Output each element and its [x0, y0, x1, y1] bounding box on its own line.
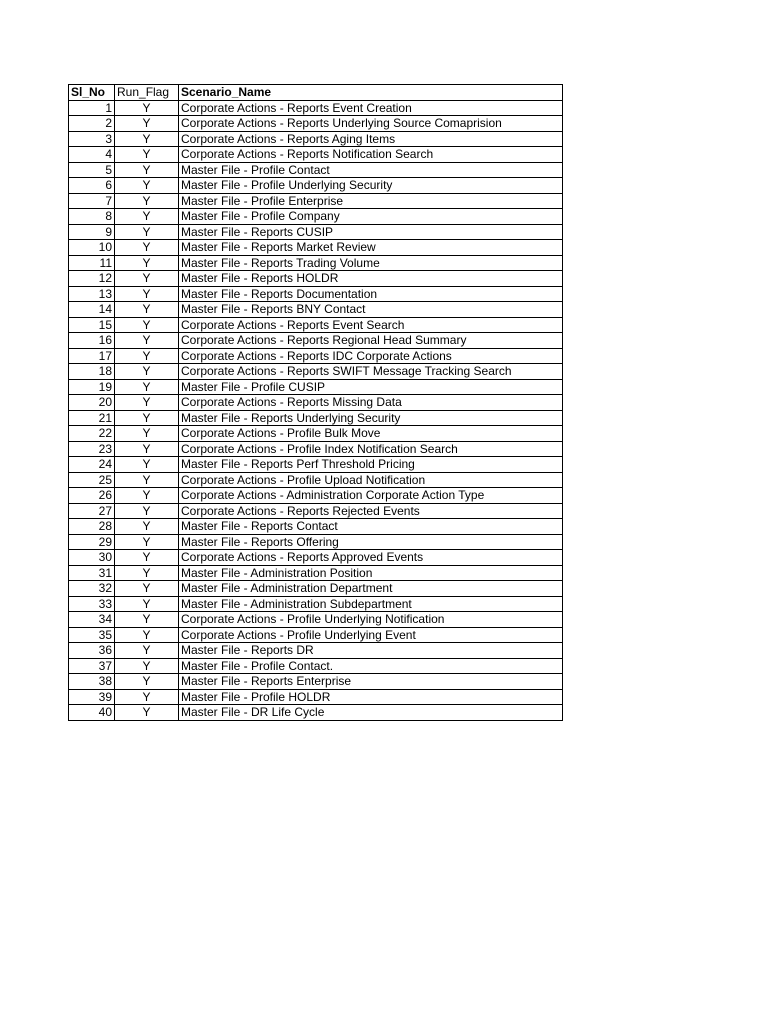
sl-no-cell: 38 — [69, 674, 115, 690]
run-flag-cell: Y — [115, 162, 179, 178]
sl-no-cell: 15 — [69, 317, 115, 333]
sl-no-cell: 8 — [69, 209, 115, 225]
scenario-name-cell: Master File - Reports Market Review — [179, 240, 563, 256]
table-row — [69, 317, 563, 333]
table-row — [69, 286, 563, 302]
sl-no-cell: 35 — [69, 627, 115, 643]
sl-no-cell: 37 — [69, 658, 115, 674]
scenario-name-cell: Master File - Reports HOLDR — [179, 271, 563, 287]
sl-no-cell: 4 — [69, 147, 115, 163]
scenario-name-cell: Master File - Reports Perf Threshold Pricing — [179, 457, 563, 473]
scenario-name-cell: Master File - Reports Underlying Security — [179, 410, 563, 426]
scenario-name-cell: Master File - Profile Underlying Security — [179, 178, 563, 194]
table-row — [69, 674, 563, 690]
column-header-run-flag: Run_Flag — [115, 85, 179, 101]
sl-no-cell: 13 — [69, 286, 115, 302]
scenario-name-cell: Master File - Profile Contact — [179, 162, 563, 178]
sl-no-cell: 7 — [69, 193, 115, 209]
scenario-name-cell: Master File - Reports DR — [179, 643, 563, 659]
scenario-name-cell: Corporate Actions - Profile Underlying Event — [179, 627, 563, 643]
table-row — [69, 550, 563, 566]
run-flag-cell: Y — [115, 271, 179, 287]
scenario-name-cell: Corporate Actions - Reports Missing Data — [179, 395, 563, 411]
column-header-sl-no: Sl_No — [69, 85, 115, 101]
run-flag-cell: Y — [115, 224, 179, 240]
sl-no-cell: 10 — [69, 240, 115, 256]
sl-no-cell: 9 — [69, 224, 115, 240]
table-row — [69, 457, 563, 473]
run-flag-cell: Y — [115, 178, 179, 194]
scenario-name-cell: Master File - Administration Position — [179, 565, 563, 581]
sl-no-cell: 3 — [69, 131, 115, 147]
run-flag-cell: Y — [115, 209, 179, 225]
run-flag-cell: Y — [115, 131, 179, 147]
sl-no-cell: 18 — [69, 364, 115, 380]
scenario-name-cell: Master File - Reports CUSIP — [179, 224, 563, 240]
run-flag-cell: Y — [115, 472, 179, 488]
table-row — [69, 348, 563, 364]
run-flag-cell: Y — [115, 550, 179, 566]
run-flag-cell: Y — [115, 116, 179, 132]
scenario-name-cell: Corporate Actions - Reports Rejected Events — [179, 503, 563, 519]
scenario-name-cell: Master File - Reports Contact — [179, 519, 563, 535]
table-row — [69, 472, 563, 488]
run-flag-cell: Y — [115, 457, 179, 473]
sl-no-cell: 11 — [69, 255, 115, 271]
table-row — [69, 193, 563, 209]
run-flag-cell: Y — [115, 410, 179, 426]
scenario-name-cell: Corporate Actions - Reports IDC Corporate Actions — [179, 348, 563, 364]
table-row — [69, 488, 563, 504]
table-row — [69, 240, 563, 256]
sl-no-cell: 31 — [69, 565, 115, 581]
run-flag-cell: Y — [115, 441, 179, 457]
run-flag-cell: Y — [115, 348, 179, 364]
table-row — [69, 581, 563, 597]
table-row — [69, 255, 563, 271]
scenario-name-cell: Corporate Actions - Profile Index Notification Search — [179, 441, 563, 457]
run-flag-cell: Y — [115, 581, 179, 597]
table-row — [69, 519, 563, 535]
table-row — [69, 209, 563, 225]
run-flag-cell: Y — [115, 534, 179, 550]
scenario-name-cell: Master File - Profile Enterprise — [179, 193, 563, 209]
table-row — [69, 116, 563, 132]
run-flag-cell: Y — [115, 643, 179, 659]
run-flag-cell: Y — [115, 689, 179, 705]
run-flag-cell: Y — [115, 519, 179, 535]
scenario-name-cell: Master File - Reports Documentation — [179, 286, 563, 302]
table-row — [69, 364, 563, 380]
run-flag-cell: Y — [115, 488, 179, 504]
run-flag-cell: Y — [115, 317, 179, 333]
run-flag-cell: Y — [115, 503, 179, 519]
run-flag-cell: Y — [115, 426, 179, 442]
table-row — [69, 410, 563, 426]
table-row — [69, 395, 563, 411]
table-row — [69, 503, 563, 519]
scenario-name-cell: Master File - Profile Contact. — [179, 658, 563, 674]
scenario-name-cell: Master File - Administration Department — [179, 581, 563, 597]
scenario-name-cell: Corporate Actions - Reports Aging Items — [179, 131, 563, 147]
sl-no-cell: 27 — [69, 503, 115, 519]
scenario-name-cell: Master File - Reports Trading Volume — [179, 255, 563, 271]
table-row — [69, 705, 563, 721]
sl-no-cell: 34 — [69, 612, 115, 628]
table-row — [69, 333, 563, 349]
table-row — [69, 131, 563, 147]
scenario-name-cell: Corporate Actions - Profile Bulk Move — [179, 426, 563, 442]
table-row — [69, 178, 563, 194]
sl-no-cell: 17 — [69, 348, 115, 364]
run-flag-cell: Y — [115, 565, 179, 581]
header-row — [69, 85, 563, 101]
scenario-name-cell: Corporate Actions - Reports Event Search — [179, 317, 563, 333]
sl-no-cell: 26 — [69, 488, 115, 504]
table-row — [69, 627, 563, 643]
sl-no-cell: 33 — [69, 596, 115, 612]
scenario-table — [68, 84, 563, 721]
sl-no-cell: 1 — [69, 100, 115, 116]
sl-no-cell: 16 — [69, 333, 115, 349]
table-row — [69, 689, 563, 705]
sl-no-cell: 40 — [69, 705, 115, 721]
table-row — [69, 534, 563, 550]
sl-no-cell: 22 — [69, 426, 115, 442]
table-row — [69, 147, 563, 163]
sl-no-cell: 21 — [69, 410, 115, 426]
scenario-name-cell: Master File - Profile Company — [179, 209, 563, 225]
sl-no-cell: 24 — [69, 457, 115, 473]
scenario-name-cell: Master File - Reports Enterprise — [179, 674, 563, 690]
scenario-name-cell: Corporate Actions - Profile Upload Notification — [179, 472, 563, 488]
run-flag-cell: Y — [115, 333, 179, 349]
table-row — [69, 441, 563, 457]
scenario-name-cell: Corporate Actions - Reports Event Creation — [179, 100, 563, 116]
scenario-name-cell: Corporate Actions - Reports SWIFT Message Tracking Search — [179, 364, 563, 380]
run-flag-cell: Y — [115, 147, 179, 163]
sl-no-cell: 25 — [69, 472, 115, 488]
column-header-scenario-name: Scenario_Name — [179, 85, 563, 101]
sl-no-cell: 19 — [69, 379, 115, 395]
sl-no-cell: 28 — [69, 519, 115, 535]
run-flag-cell: Y — [115, 596, 179, 612]
scenario-name-cell: Corporate Actions - Reports Approved Events — [179, 550, 563, 566]
table-row — [69, 162, 563, 178]
table-row — [69, 100, 563, 116]
table-row — [69, 658, 563, 674]
scenario-name-cell: Master File - Profile HOLDR — [179, 689, 563, 705]
scenario-name-cell: Corporate Actions - Reports Regional Head Summary — [179, 333, 563, 349]
scenario-name-cell: Master File - Reports BNY Contact — [179, 302, 563, 318]
run-flag-cell: Y — [115, 100, 179, 116]
scenario-name-cell: Master File - Administration Subdepartment — [179, 596, 563, 612]
run-flag-cell: Y — [115, 658, 179, 674]
sl-no-cell: 30 — [69, 550, 115, 566]
scenario-name-cell: Master File - DR Life Cycle — [179, 705, 563, 721]
run-flag-cell: Y — [115, 286, 179, 302]
table-row — [69, 612, 563, 628]
run-flag-cell: Y — [115, 612, 179, 628]
sl-no-cell: 14 — [69, 302, 115, 318]
scenario-name-cell: Corporate Actions - Profile Underlying Notification — [179, 612, 563, 628]
run-flag-cell: Y — [115, 240, 179, 256]
sl-no-cell: 5 — [69, 162, 115, 178]
run-flag-cell: Y — [115, 705, 179, 721]
scenario-name-cell: Master File - Reports Offering — [179, 534, 563, 550]
sl-no-cell: 6 — [69, 178, 115, 194]
run-flag-cell: Y — [115, 674, 179, 690]
sl-no-cell: 12 — [69, 271, 115, 287]
table-row — [69, 643, 563, 659]
sl-no-cell: 39 — [69, 689, 115, 705]
sl-no-cell: 29 — [69, 534, 115, 550]
table-row — [69, 379, 563, 395]
run-flag-cell: Y — [115, 302, 179, 318]
scenario-name-cell: Corporate Actions - Administration Corporate Action Type — [179, 488, 563, 504]
table-row — [69, 565, 563, 581]
run-flag-cell: Y — [115, 395, 179, 411]
sl-no-cell: 36 — [69, 643, 115, 659]
table-row — [69, 224, 563, 240]
sl-no-cell: 2 — [69, 116, 115, 132]
table-row — [69, 596, 563, 612]
run-flag-cell: Y — [115, 379, 179, 395]
sl-no-cell: 32 — [69, 581, 115, 597]
table-row — [69, 271, 563, 287]
scenario-name-cell: Corporate Actions - Reports Underlying Source Comaprision — [179, 116, 563, 132]
run-flag-cell: Y — [115, 255, 179, 271]
scenario-name-cell: Corporate Actions - Reports Notification Search — [179, 147, 563, 163]
run-flag-cell: Y — [115, 627, 179, 643]
table-body — [69, 100, 563, 720]
table-row — [69, 426, 563, 442]
sl-no-cell: 20 — [69, 395, 115, 411]
run-flag-cell: Y — [115, 364, 179, 380]
scenario-name-cell: Master File - Profile CUSIP — [179, 379, 563, 395]
run-flag-cell: Y — [115, 193, 179, 209]
sl-no-cell: 23 — [69, 441, 115, 457]
table-row — [69, 302, 563, 318]
